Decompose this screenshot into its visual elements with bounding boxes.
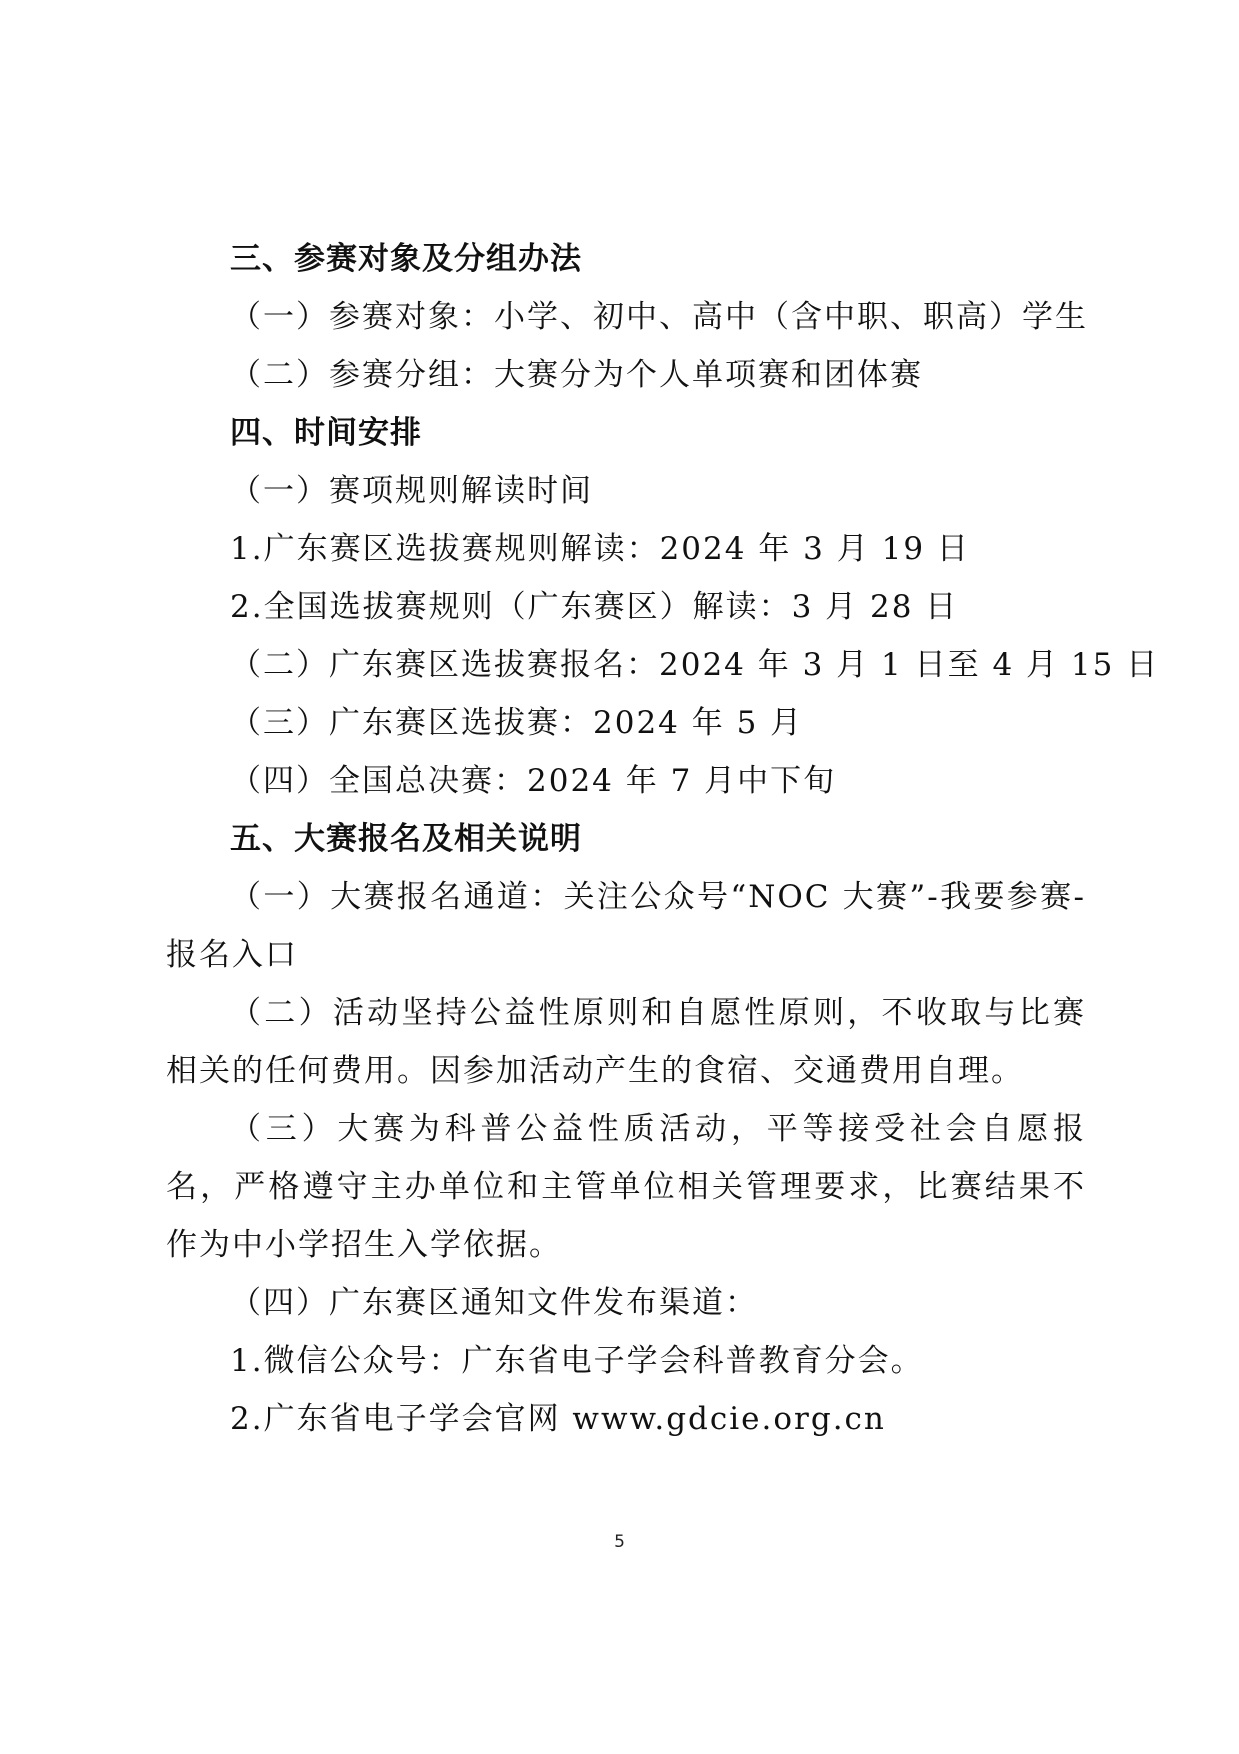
page-content — [166, 230, 1160, 1448]
section-5-paragraph-3: （三）大赛为科普公益性质活动，平等接受社会自愿报名，严格遵守主办单位和主管单位相关管理要求，比赛结果不作为中小学招生入学依据。 — [166, 1111, 1086, 1263]
page-number: 5 — [614, 1532, 625, 1552]
section-3-item-2: （二）参赛分组：大赛分为个人单项赛和团体赛 — [230, 357, 923, 393]
section-5-paragraph-2: （二）活动坚持公益性原则和自愿性原则，不收取与比赛相关的任何费用。因参加活动产生的食宿、交通费用自理。 — [166, 995, 1086, 1089]
section-4-item-4: （二）广东赛区选拔赛报名：2024 年 3 月 1 日至 4 月 15 日 — [230, 647, 1160, 683]
section-4-item-6: （四）全国总决赛：2024 年 7 月中下旬 — [230, 763, 837, 799]
section-5-item-website: 2.广东省电子学会官网 www.gdcie.org.cn — [230, 1401, 886, 1437]
section-4-item-2: 1.广东赛区选拔赛规则解读：2024 年 3 月 19 日 — [230, 531, 970, 567]
section-4-heading: 四、时间安排 — [230, 415, 422, 451]
section-5-heading: 五、大赛报名及相关说明 — [230, 821, 582, 857]
section-4-item-1: （一）赛项规则解读时间 — [230, 473, 593, 509]
section-3-heading: 三、参赛对象及分组办法 — [230, 241, 582, 277]
section-5-item-wechat: 1.微信公众号：广东省电子学会科普教育分会。 — [230, 1343, 924, 1379]
section-4-item-3: 2.全国选拔赛规则（广东赛区）解读：3 月 28 日 — [230, 589, 959, 625]
section-3-item-1: （一）参赛对象：小学、初中、高中（含中职、职高）学生 — [230, 299, 1088, 335]
section-5-item-4: （四）广东赛区通知文件发布渠道： — [230, 1285, 758, 1321]
section-5-paragraph-1: （一）大赛报名通道：关注公众号“NOC 大赛”-我要参赛-报名入口 — [166, 879, 1086, 973]
section-4-item-5: （三）广东赛区选拔赛：2024 年 5 月 — [230, 705, 804, 741]
